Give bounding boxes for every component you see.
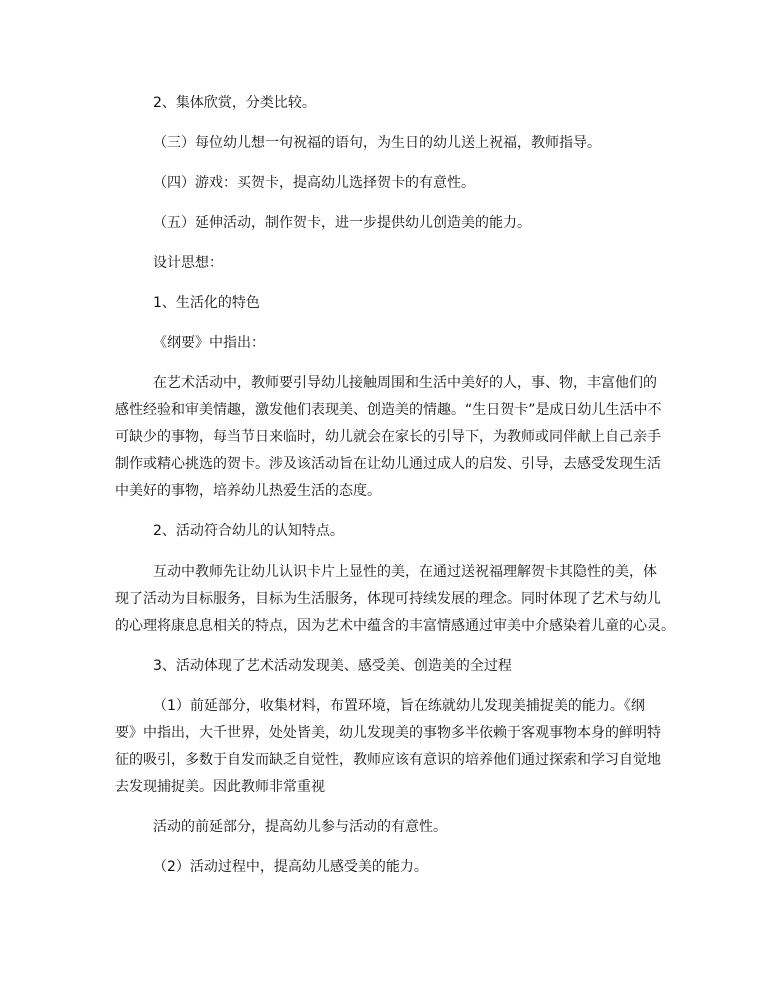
- paragraph-line: 去发现捕捉美。因此教师非常重视: [115, 779, 325, 795]
- section-heading: 设计思想：: [153, 255, 223, 271]
- paragraph-line: （四）游戏：买贺卡，提高幼儿选择贺卡的有意性。: [153, 175, 475, 191]
- paragraph-line: 征的吸引，多数于自发而缺乏自觉性，教师应该有意识的培养他们通过探索和学习自觉地: [115, 752, 661, 768]
- paragraph-line: 中美好的事物，培养幼儿热爱生活的态度。: [115, 483, 381, 499]
- subsection-heading: 2、活动符合幼儿的认知特点。: [153, 523, 344, 539]
- paragraph-line: （三）每位幼儿想一句祝福的语句，为生日的幼儿送上祝福，教师指导。: [153, 135, 601, 151]
- paragraph-line: 现了活动为目标服务，目标为生活服务，体现可持续发展的理念。同时体现了艺术与幼儿: [115, 591, 661, 607]
- paragraph-line: 活动的前延部分，提高幼儿参与活动的有意性。: [153, 819, 447, 835]
- paragraph-line: 制作或精心挑选的贺卡。涉及该活动旨在让幼儿通过成人的启发、引导，去感受发现生活: [115, 456, 661, 472]
- paragraph-line: 要》中指出，大千世界，处处皆美，幼儿发现美的事物多半依赖于客观事物本身的鲜明特: [115, 725, 661, 741]
- paragraph-line: （2）活动过程中，提高幼儿感受美的能力。: [153, 859, 428, 875]
- paragraph-line: 在艺术活动中，教师要引导幼儿接触周围和生活中美好的人，事、物，丰富他们的: [153, 375, 657, 391]
- paragraph-line: （1）前延部分，收集材料，布置环境，旨在练就幼儿发现美捕捉美的能力。《纲: [153, 698, 645, 714]
- paragraph-line: 可缺少的事物，每当节日来临时，幼儿就会在家长的引导下，为教师或同伴献上自己亲手: [115, 429, 661, 445]
- paragraph-line: 感性经验和审美情趣，激发他们表现美、创造美的情趣。“生日贺卡”是成日幼儿生活中不: [115, 402, 662, 418]
- paragraph-line: 互动中教师先让幼儿认识卡片上显性的美，在通过送祝福理解贺卡其隐性的美，体: [153, 564, 657, 580]
- subsection-heading: 1、生活化的特色: [153, 295, 260, 311]
- paragraph-line: 的心理将康息息相关的特点，因为艺术中蕴含的丰富情感通过审美中介感染着儿童的心灵。: [115, 618, 675, 634]
- paragraph-line: （五）延伸活动，制作贺卡，进一步提供幼儿创造美的能力。: [153, 215, 531, 231]
- paragraph-line: 《纲要》中指出：: [153, 335, 265, 351]
- subsection-heading: 3、活动体现了艺术活动发现美、感受美、创造美的全过程: [153, 658, 512, 674]
- paragraph-line: 2、集体欣赏，分类比较。: [153, 95, 316, 111]
